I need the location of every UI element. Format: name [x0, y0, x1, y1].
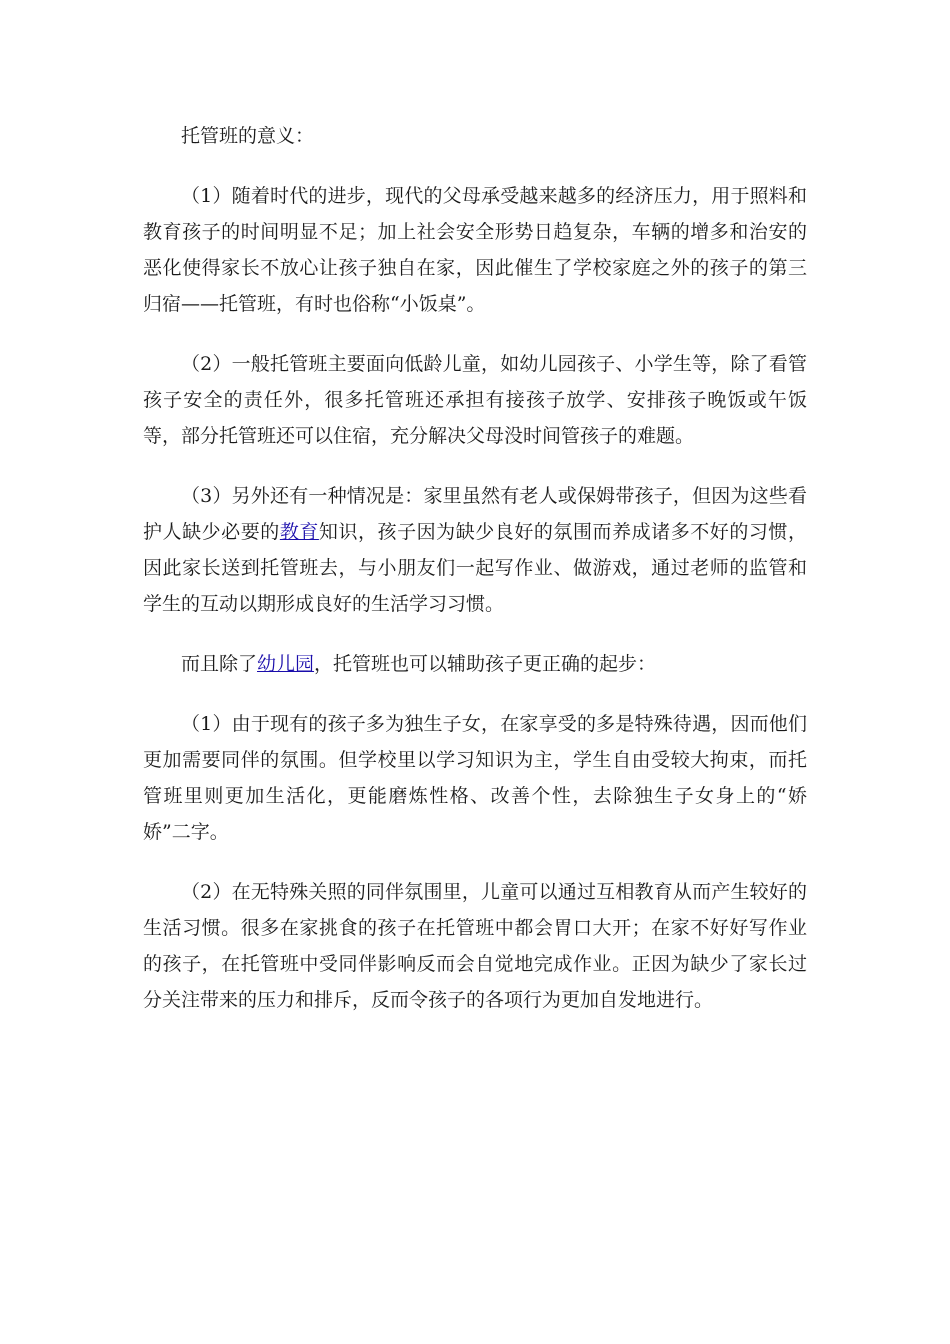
education-link[interactable]: 教育	[279, 521, 319, 543]
paragraph-1: （1）随着时代的进步，现代的父母承受越来越多的经济压力，用于照料和教育孩子的时间明显不足；加上社会安全形势日趋复杂，车辆的增多和治安的恶化使得家长不放心让孩子独自在家，因此催生了学校家庭之外的孩子的第三归宿——托管班，有时也俗称“小饭桌”。	[143, 185, 807, 315]
paragraph-3-text-after: 知识，孩子因为缺少良好的氛围而养成诸多不好的习惯，因此家长送到托管班去，与小朋友们一起写作业、做游戏，通过老师的监管和学生的互动以期形成良好的生活学习习惯。	[143, 521, 807, 615]
paragraph-5: （1）由于现有的孩子多为独生子女，在家享受的多是特殊待遇，因而他们更加需要同伴的氛围。但学校里以学习知识为主，学生自由受较大拘束，而托管班里则更加生活化，更能磨炼性格、改善个性，去除独生子女身上的“娇娇”二字。	[143, 713, 807, 843]
paragraph-4-text-after: ，托管班也可以辅助孩子更正确的起步：	[314, 653, 657, 675]
kindergarten-link[interactable]: 幼儿园	[257, 653, 315, 675]
paragraph-3-text-before: （3）另外还有一种情况是：家里虽然有老人或保姆带孩子，但因为这些看护人缺少必要的	[143, 485, 807, 543]
paragraph-4	[143, 646, 807, 682]
section-heading: 托管班的意义：	[181, 125, 315, 147]
paragraph-4-text-before: 而且除了	[181, 653, 258, 675]
paragraph-2: （2）一般托管班主要面向低龄儿童，如幼儿园孩子、小学生等，除了看管孩子安全的责任外，很多托管班还承担有接孩子放学、安排孩子晚饭或午饭等，部分托管班还可以住宿，充分解决父母没时间管孩子的难题。	[143, 353, 807, 447]
paragraph-3	[143, 478, 807, 622]
paragraph-6: （2）在无特殊关照的同伴氛围里，儿童可以通过互相教育从而产生较好的生活习惯。很多在家挑食的孩子在托管班中都会胃口大开；在家不好好写作业的孩子，在托管班中受同伴影响反而会自觉地完成作业。正因为缺少了家长过分关注带来的压力和排斥，反而令孩子的各项行为更加自发地进行。	[143, 881, 807, 1011]
document-body	[143, 118, 807, 1042]
